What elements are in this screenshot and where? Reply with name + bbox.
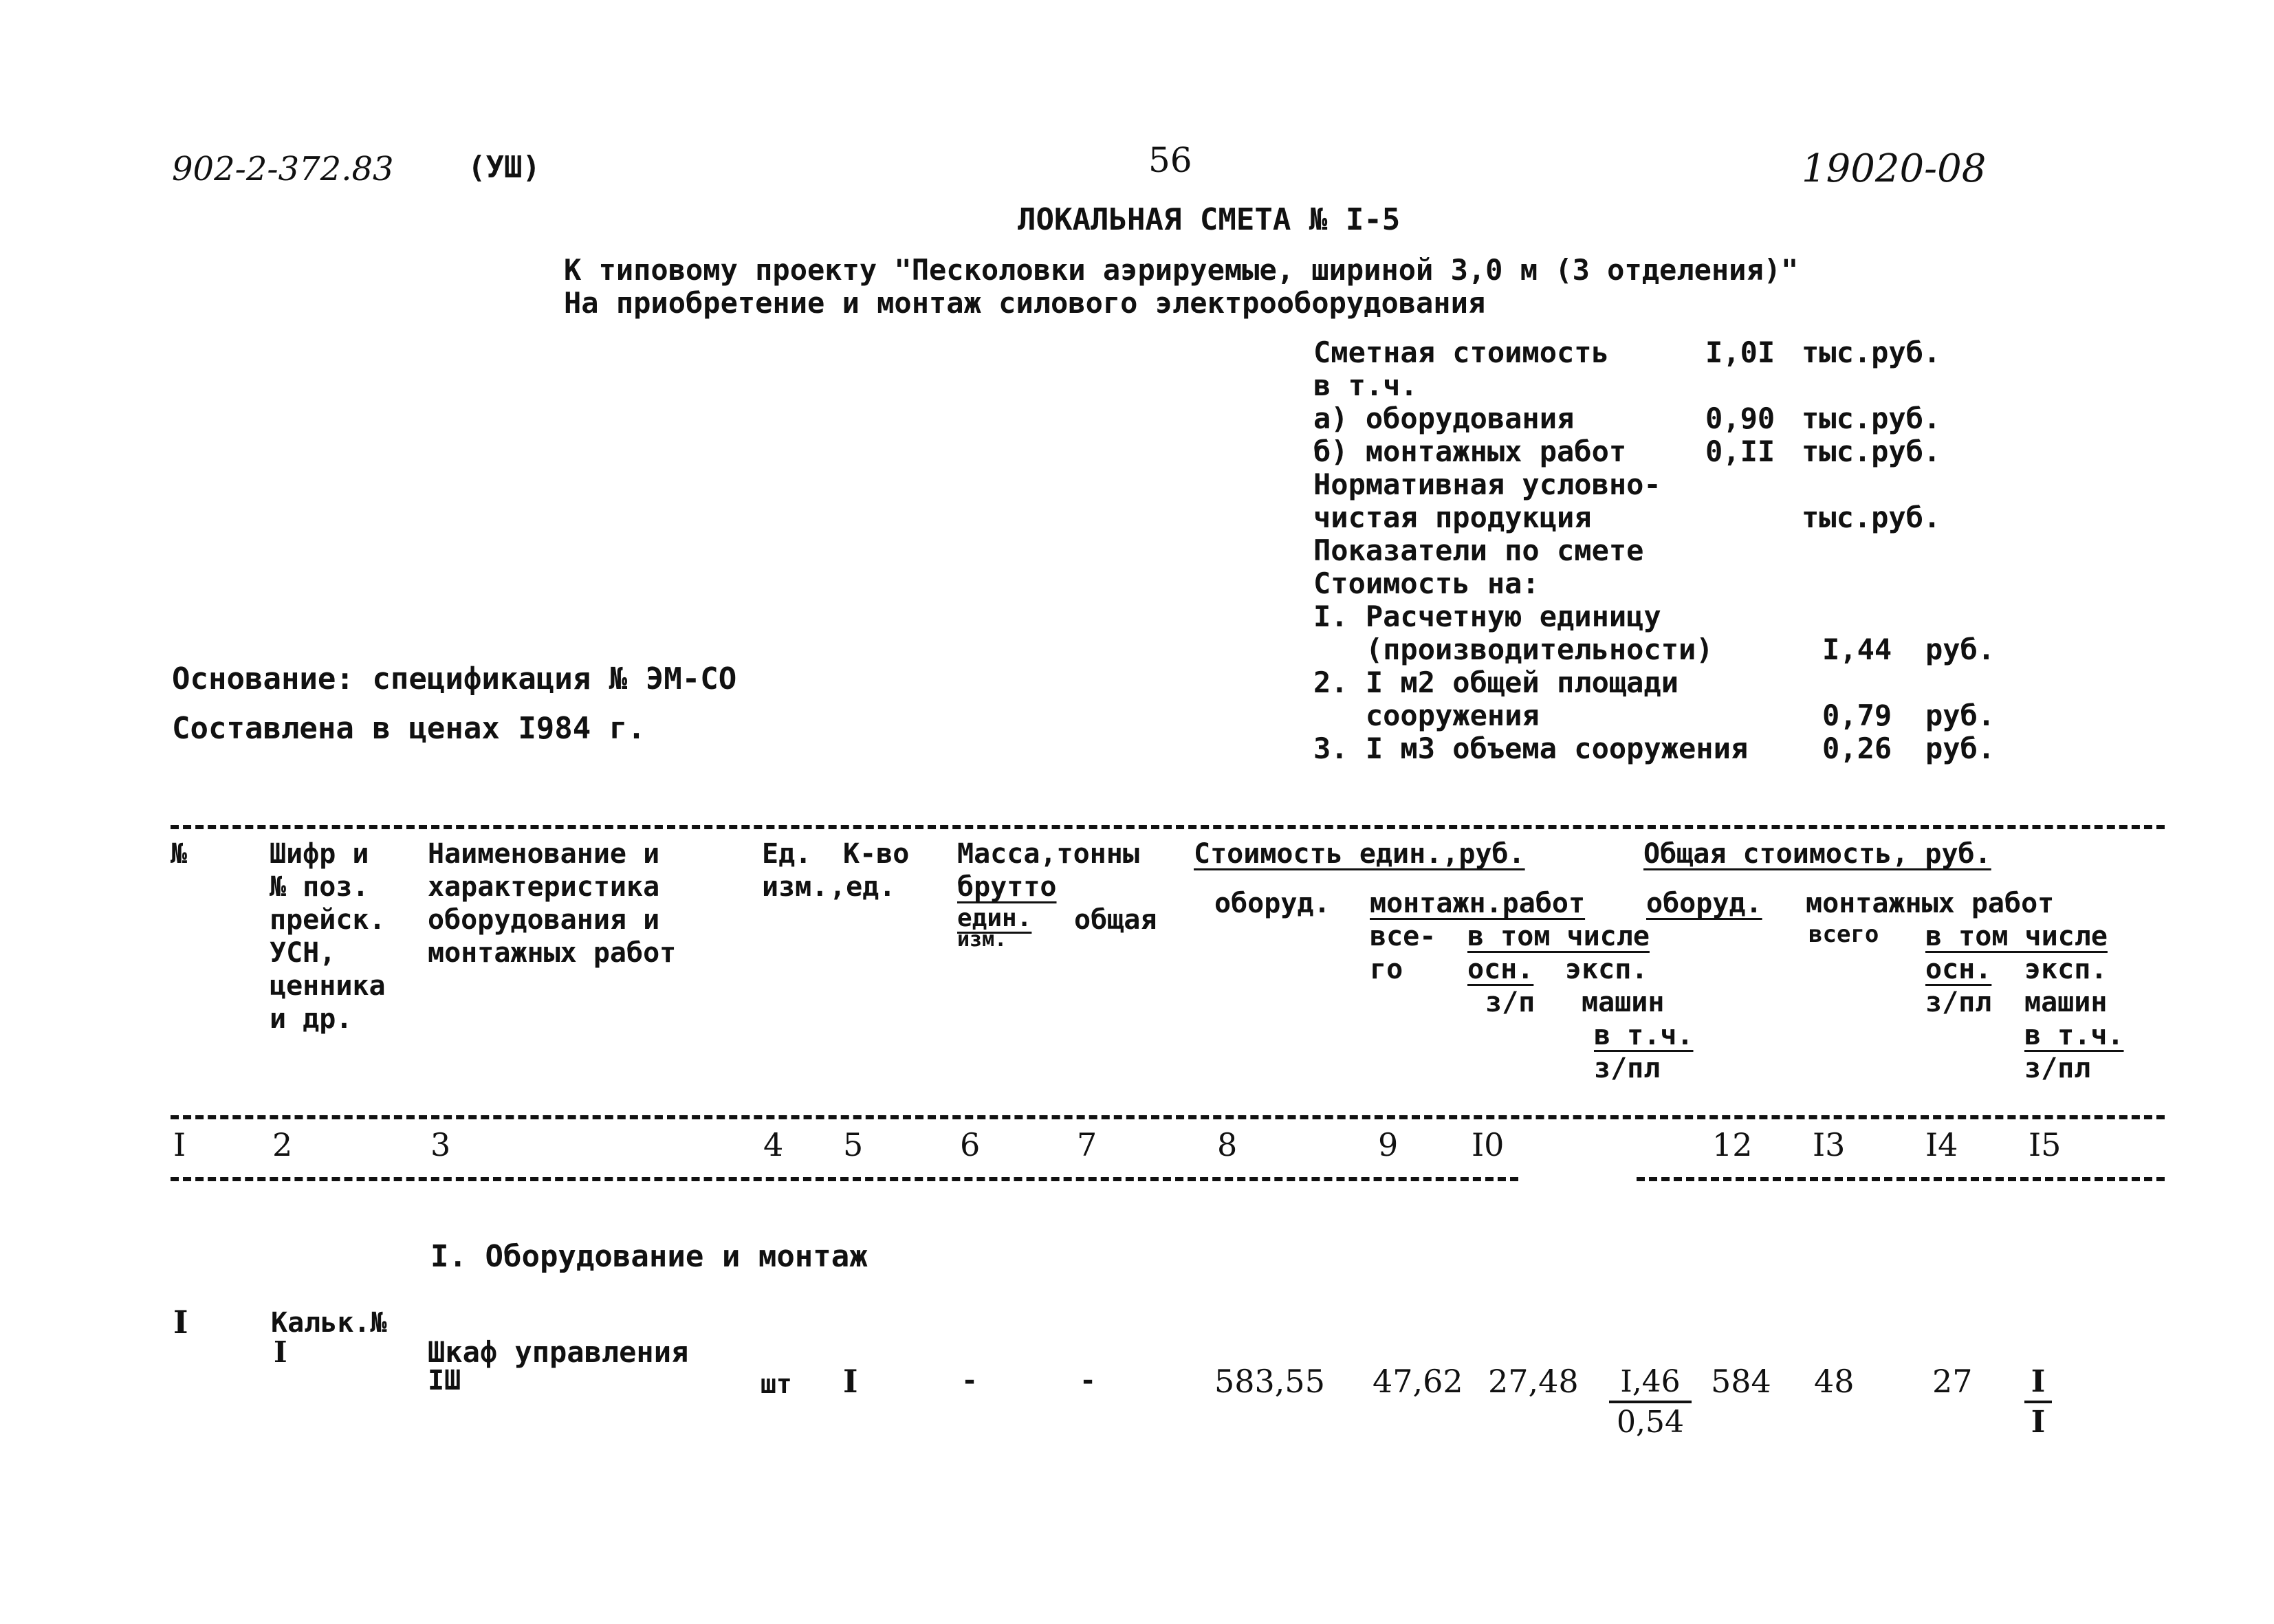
column-number: I5 — [2029, 1126, 2062, 1163]
header-unit-incl: в том числе — [1467, 921, 1650, 952]
header-col-code-line: и др. — [270, 1003, 353, 1035]
summary-unit: руб. — [1925, 699, 1996, 732]
summary-label: Стоимость на: — [1313, 567, 1540, 600]
header-col-code-line: Шифр и — [270, 838, 369, 870]
column-number: 4 — [763, 1126, 784, 1163]
row-code: Кальк.№ — [271, 1307, 387, 1339]
fraction-bar — [2024, 1401, 2052, 1403]
header-total-equip: оборуд. — [1646, 888, 1762, 919]
header-mass-brutto: брутто — [957, 871, 1057, 903]
header-col-code-line: УСН, — [270, 937, 336, 969]
header-unit-eksp-line3: в т.ч. — [1594, 1020, 1694, 1051]
header-total-eksp-line3: в т.ч. — [2024, 1020, 2124, 1051]
row-number: I — [173, 1304, 188, 1341]
summary-value: I,0I — [1705, 336, 1775, 369]
summary-label: Нормативная условно- — [1313, 468, 1661, 501]
column-number: 8 — [1217, 1126, 1238, 1163]
basis-line: Основание: спецификация № ЭМ-СО — [172, 661, 737, 696]
summary-unit: тыс.руб. — [1802, 501, 1941, 534]
column-number: 6 — [960, 1126, 981, 1163]
header-unit-eksp: эксп. — [1565, 954, 1648, 985]
summary-value: 0,II — [1705, 435, 1775, 468]
header-mass: Масса,тонны — [957, 838, 1139, 870]
page-number: 56 — [1148, 140, 1192, 180]
row-total-eksp — [2024, 1364, 2052, 1440]
row-total-osn: 27 — [1932, 1363, 1973, 1400]
row-unit-eksp — [1609, 1364, 1692, 1440]
summary-label: I. Расчетную единицу — [1313, 600, 1661, 633]
header-col-code-line: прейск. — [270, 904, 386, 936]
header-unit-equip: оборуд. — [1214, 888, 1331, 919]
header-total-eksp-line2: машин — [2024, 987, 2108, 1018]
header-unit-cost: Стоимость един.,руб. — [1194, 838, 1525, 870]
document-code: 902-2-372.83 — [172, 150, 394, 188]
row-unit-eksp-top: I,46 — [1620, 1364, 1681, 1399]
subtitle-line-1: К типовому проекту "Песколовки аэрируемые, шириной 3,0 м (3 отделения)" — [564, 253, 1799, 287]
summary-label: сооружения — [1313, 699, 1540, 732]
column-number: 9 — [1378, 1126, 1399, 1163]
summary-label: Сметная стоимость — [1313, 336, 1609, 369]
row-unit-osn: 27,48 — [1488, 1363, 1579, 1400]
section-title: I. Оборудование и монтаж — [430, 1239, 868, 1274]
fraction-bar — [1609, 1401, 1692, 1403]
row-name-code: IШ — [428, 1365, 461, 1396]
header-col-unit-line2: изм. — [762, 871, 829, 903]
row-total-equip: 584 — [1711, 1363, 1771, 1400]
summary-unit: тыс.руб. — [1802, 336, 1941, 369]
row-unit-equip: 583,55 — [1214, 1363, 1325, 1400]
table-top-rule — [171, 825, 2165, 829]
header-col-qty: К-во — [843, 838, 910, 870]
row-mass-total: - — [1080, 1365, 1097, 1396]
column-number: I3 — [1813, 1126, 1846, 1163]
header-unit-install-total-line2: го — [1370, 954, 1403, 985]
column-number: I — [173, 1126, 186, 1163]
volume-label: (УШ) — [468, 150, 540, 185]
column-numbers-rule-right — [1637, 1177, 2165, 1181]
column-numbers-rule-left — [171, 1177, 1518, 1181]
header-mass-total: общая — [1074, 904, 1157, 936]
header-mass-unit-line2: изм. — [957, 928, 1007, 952]
summary-label: Показатели по смете — [1313, 534, 1644, 567]
column-number: I4 — [1925, 1126, 1958, 1163]
header-total-eksp: эксп. — [2024, 954, 2108, 985]
header-total-osn: осн. — [1925, 954, 1992, 985]
row-total-eksp-top: I — [2031, 1364, 2046, 1399]
header-col-code-line: ценника — [270, 970, 386, 1002]
row-name: Шкаф управления — [428, 1335, 689, 1369]
header-col-name-line: Наименование и — [428, 838, 660, 870]
row-total-eksp-bottom: I — [2031, 1405, 2046, 1440]
header-unit-eksp-line4: з/пл — [1594, 1053, 1661, 1084]
summary-value: 0,90 — [1705, 402, 1775, 435]
summary-label: в т.ч. — [1313, 369, 1418, 402]
summary-unit: руб. — [1925, 633, 1996, 666]
summary-label: 3. I м3 объема сооружения — [1313, 732, 1749, 765]
row-unit-install-total: 47,62 — [1373, 1363, 1463, 1400]
header-total-incl: в том числе — [1925, 921, 2108, 952]
prices-line: Составлена в ценах I984 г. — [172, 711, 646, 746]
header-col-name-line: монтажных работ — [428, 937, 677, 969]
subtitle-line-2: На приобретение и монтаж силового электрооборудования — [564, 286, 1486, 320]
table-header-rule — [171, 1115, 2165, 1119]
header-col-name-line: характеристика — [428, 871, 660, 903]
header-unit-osn-line2: з/п — [1485, 987, 1535, 1018]
header-col-number: № — [171, 838, 188, 870]
summary-value: 0,79 — [1822, 699, 1892, 732]
header-unit-install: монтажн.работ — [1370, 888, 1586, 919]
summary-label: чистая продукция — [1313, 501, 1592, 534]
header-mass-unit: един. — [957, 904, 1032, 932]
row-code-number: I — [274, 1335, 287, 1369]
row-mass-unit: - — [961, 1365, 979, 1396]
header-col-qty-line2: ,ед. — [829, 871, 896, 903]
row-unit: шт — [761, 1369, 792, 1399]
summary-value: 0,26 — [1822, 732, 1892, 765]
summary-unit: тыс.руб. — [1802, 435, 1941, 468]
header-col-code-line: № поз. — [270, 871, 369, 903]
header-col-name-line: оборудования и — [428, 904, 660, 936]
header-total-install: монтажных работ — [1806, 888, 2055, 919]
column-number: 3 — [430, 1126, 451, 1163]
row-qty: I — [843, 1363, 858, 1400]
header-col-unit: Ед. — [762, 838, 812, 870]
summary-label: б) монтажных работ — [1313, 435, 1627, 468]
summary-label: (производительности) — [1313, 633, 1714, 666]
column-number: I0 — [1472, 1126, 1505, 1163]
header-total-cost: Общая стоимость, руб. — [1643, 838, 1991, 870]
header-unit-install-total: все- — [1370, 921, 1436, 952]
header-total-osn-line2: з/пл — [1925, 987, 1992, 1018]
row-total-install: 48 — [1814, 1363, 1855, 1400]
column-number: 2 — [272, 1126, 293, 1163]
column-number: 7 — [1077, 1126, 1097, 1163]
header-unit-eksp-line2: машин — [1582, 987, 1665, 1018]
page-title: ЛОКАЛЬНАЯ СМЕТА № I-5 — [1018, 202, 1401, 237]
summary-label: а) оборудования — [1313, 402, 1575, 435]
header-unit-osn: осн. — [1467, 954, 1534, 985]
column-number: 5 — [843, 1126, 864, 1163]
column-number: 12 — [1712, 1126, 1753, 1163]
header-total-install-total: всего — [1808, 921, 1879, 948]
summary-unit: тыс.руб. — [1802, 402, 1941, 435]
summary-label: 2. I м2 общей площади — [1313, 666, 1679, 699]
summary-unit: руб. — [1925, 732, 1996, 765]
registration-number: 19020-08 — [1802, 146, 1987, 191]
row-unit-eksp-bottom: 0,54 — [1617, 1405, 1684, 1440]
header-total-eksp-line4: з/пл — [2024, 1053, 2091, 1084]
summary-value: I,44 — [1822, 633, 1892, 666]
